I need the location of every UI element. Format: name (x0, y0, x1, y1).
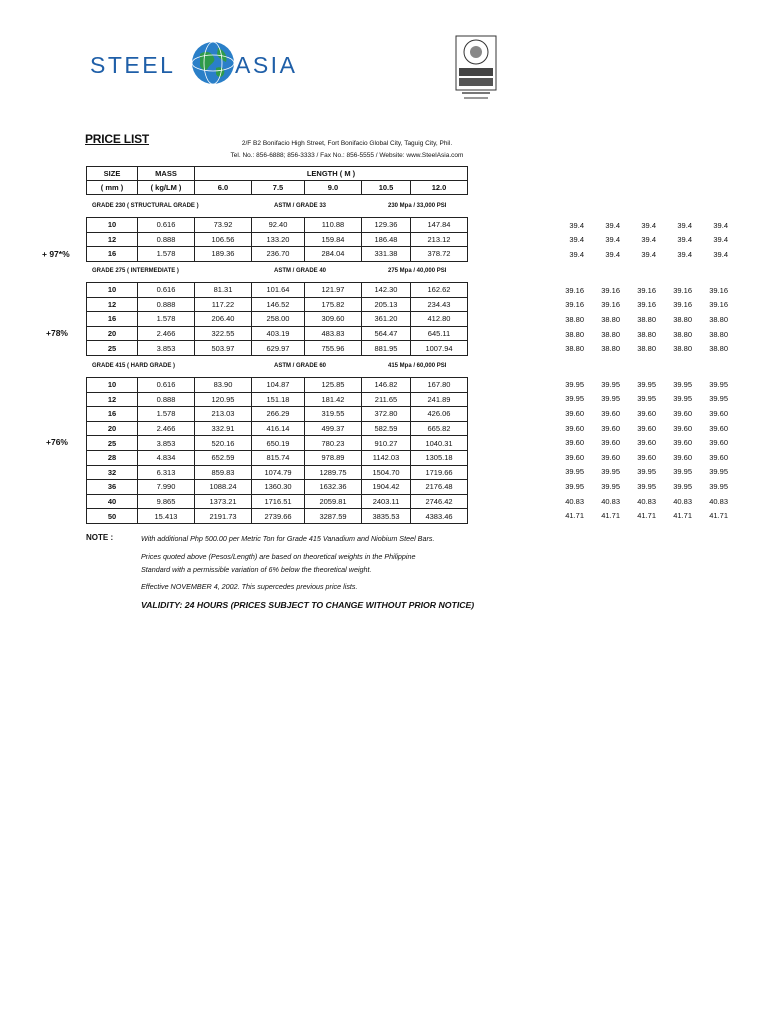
price-9m-cell: 2059.81 (305, 494, 362, 509)
price-7-5m-cell: 403.19 (252, 326, 305, 341)
price-9m-cell: 483.83 (305, 326, 362, 341)
rate-row (548, 494, 728, 509)
price-7-5m-cell: 1360.30 (252, 480, 305, 495)
grade-230-percent: + 97*% (42, 249, 70, 259)
price-6m-cell: 1088.24 (195, 480, 252, 495)
rate-cell: 39.4 (569, 220, 584, 230)
mass-cell: 7.990 (138, 480, 195, 495)
price-7-5m-cell: 416.14 (252, 421, 305, 436)
price-10-5m-cell: 1504.70 (362, 465, 411, 480)
price-7-5m-cell: 101.64 (252, 283, 305, 298)
price-12m-cell: 1719.66 (411, 465, 468, 480)
rate-cell: 38.80 (601, 344, 620, 354)
logo-text-steel: STEEL (90, 52, 176, 78)
table-row (87, 421, 468, 436)
mass-cell: 1.578 (138, 247, 195, 262)
grade-415-rate-columns (548, 377, 728, 523)
price-10-5m-cell: 142.30 (362, 283, 411, 298)
rate-cell: 40.83 (637, 496, 656, 506)
note-line-4: Effective NOVEMBER 4, 2002. This supercedes previous price lists. (141, 582, 358, 591)
price-7-5m-cell: 1074.79 (252, 465, 305, 480)
size-cell: 16 (87, 407, 138, 422)
grade-label: GRADE 275 ( INTERMEDIATE ) (92, 268, 179, 274)
mass-cell: 4.834 (138, 450, 195, 465)
price-10-5m-cell: 3835.53 (362, 509, 411, 524)
price-7-5m-cell: 629.97 (252, 341, 305, 356)
rate-cell: 39.95 (709, 467, 728, 477)
rate-cell: 39.60 (637, 423, 656, 433)
rate-cell: 39.16 (565, 300, 584, 310)
price-10-5m-cell: 361.20 (362, 312, 411, 327)
rate-cell: 39.95 (637, 394, 656, 404)
mass-cell: 0.888 (138, 297, 195, 312)
mpa-label: 230 Mpa / 33,000 PSI (388, 203, 447, 209)
price-9m-cell: 780.23 (305, 436, 362, 451)
rate-row (548, 508, 728, 523)
price-10-5m-cell: 1142.03 (362, 450, 411, 465)
rate-cell: 39.60 (709, 408, 728, 418)
mass-header: MASS (138, 167, 195, 181)
table-row (87, 297, 468, 312)
mass-cell: 0.888 (138, 232, 195, 247)
rate-cell: 39.95 (601, 481, 620, 491)
price-12m-cell: 1305.18 (411, 450, 468, 465)
price-7-5m-cell: 650.19 (252, 436, 305, 451)
price-10-5m-cell: 564.47 (362, 326, 411, 341)
price-6m-cell: 322.55 (195, 326, 252, 341)
price-7-5m-cell: 1716.51 (252, 494, 305, 509)
mass-cell: 1.578 (138, 312, 195, 327)
price-6m-cell: 213.03 (195, 407, 252, 422)
mass-cell: 1.578 (138, 407, 195, 422)
size-cell: 25 (87, 341, 138, 356)
rate-cell: 39.16 (709, 300, 728, 310)
iso-9002-certification-seal-icon (452, 34, 500, 106)
price-9m-cell: 319.55 (305, 407, 362, 422)
rate-cell: 38.80 (673, 344, 692, 354)
rate-cell: 39.95 (673, 394, 692, 404)
price-7-5m-cell: 104.87 (252, 378, 305, 393)
rate-row (548, 479, 728, 494)
price-10-5m-cell: 910.27 (362, 436, 411, 451)
rate-cell: 39.60 (673, 408, 692, 418)
rate-cell: 39.4 (605, 235, 620, 245)
price-12m-cell: 1007.94 (411, 341, 468, 356)
grade-230-rate-columns (548, 218, 728, 262)
price-12m-cell: 412.80 (411, 312, 468, 327)
rate-row (548, 341, 728, 356)
rate-row (548, 392, 728, 407)
price-10-5m-cell: 146.82 (362, 378, 411, 393)
rate-cell: 39.60 (673, 452, 692, 462)
rate-cell: 39.4 (641, 235, 656, 245)
rate-cell: 39.16 (637, 285, 656, 295)
rate-cell: 39.16 (673, 300, 692, 310)
mass-cell: 2.466 (138, 326, 195, 341)
table-row (87, 341, 468, 356)
size-cell: 12 (87, 392, 138, 407)
rate-cell: 39.60 (601, 452, 620, 462)
table-row (87, 232, 468, 247)
table-row (87, 465, 468, 480)
size-cell: 10 (87, 283, 138, 298)
rate-cell: 39.4 (605, 249, 620, 259)
length-10-5: 10.5 (362, 181, 411, 195)
price-12m-cell: 147.84 (411, 218, 468, 233)
table-row (87, 283, 468, 298)
price-6m-cell: 117.22 (195, 297, 252, 312)
table-row (87, 407, 468, 422)
rate-cell: 39.4 (713, 249, 728, 259)
price-9m-cell: 1289.75 (305, 465, 362, 480)
rate-cell: 38.80 (637, 329, 656, 339)
rate-cell: 39.16 (673, 285, 692, 295)
rate-cell: 39.60 (637, 408, 656, 418)
price-9m-cell: 159.84 (305, 232, 362, 247)
price-7-5m-cell: 133.20 (252, 232, 305, 247)
rate-cell: 39.95 (601, 394, 620, 404)
rate-cell: 39.95 (565, 481, 584, 491)
rate-cell: 38.80 (673, 314, 692, 324)
rate-cell: 40.83 (565, 496, 584, 506)
rate-cell: 39.60 (565, 423, 584, 433)
table-row (87, 247, 468, 262)
page-title: PRICE LIST (85, 132, 150, 146)
rate-cell: 39.4 (641, 249, 656, 259)
price-7-5m-cell: 146.52 (252, 297, 305, 312)
price-9m-cell: 125.85 (305, 378, 362, 393)
price-6m-cell: 120.95 (195, 392, 252, 407)
rate-cell: 39.60 (637, 452, 656, 462)
rate-cell: 38.80 (709, 344, 728, 354)
price-9m-cell: 1632.36 (305, 480, 362, 495)
size-cell: 25 (87, 436, 138, 451)
table-row (87, 480, 468, 495)
price-10-5m-cell: 582.59 (362, 421, 411, 436)
rate-cell: 38.80 (709, 314, 728, 324)
price-6m-cell: 652.59 (195, 450, 252, 465)
rate-row (548, 247, 728, 262)
price-7-5m-cell: 236.70 (252, 247, 305, 262)
length-9: 9.0 (305, 181, 362, 195)
price-10-5m-cell: 129.36 (362, 218, 411, 233)
size-cell: 16 (87, 247, 138, 262)
rate-cell: 39.60 (601, 423, 620, 433)
price-6m-cell: 859.83 (195, 465, 252, 480)
rate-cell: 40.83 (709, 496, 728, 506)
price-12m-cell: 234.43 (411, 297, 468, 312)
price-10-5m-cell: 205.13 (362, 297, 411, 312)
size-cell: 36 (87, 480, 138, 495)
rate-cell: 39.95 (673, 467, 692, 477)
grade-275-rate-columns (548, 283, 728, 356)
rate-row (548, 435, 728, 450)
price-10-5m-cell: 331.38 (362, 247, 411, 262)
note-line-3: Standard with a permissible variation of 6% below the theoretical weight. (141, 565, 372, 574)
price-12m-cell: 213.12 (411, 232, 468, 247)
rate-cell: 39.95 (565, 467, 584, 477)
rate-cell: 39.95 (709, 379, 728, 389)
rate-cell: 41.71 (673, 511, 692, 521)
price-12m-cell: 2746.42 (411, 494, 468, 509)
contact-line: Tel. No.: 856-6888; 856-3333 / Fax No.: 856-5555 / Website: www.SteelAsia.com (230, 152, 464, 159)
rate-cell: 39.16 (565, 285, 584, 295)
rate-cell: 39.60 (709, 423, 728, 433)
grade-275-table (86, 282, 468, 356)
rate-row (548, 465, 728, 480)
table-header (86, 166, 468, 195)
price-12m-cell: 665.82 (411, 421, 468, 436)
size-cell: 28 (87, 450, 138, 465)
price-9m-cell: 284.04 (305, 247, 362, 262)
table-row (87, 378, 468, 393)
rate-cell: 39.95 (709, 481, 728, 491)
rate-cell: 41.71 (601, 511, 620, 521)
mass-cell: 2.466 (138, 421, 195, 436)
mass-cell: 6.313 (138, 465, 195, 480)
rate-cell: 39.60 (673, 438, 692, 448)
rate-cell: 38.80 (637, 344, 656, 354)
rate-cell: 40.83 (673, 496, 692, 506)
size-cell: 10 (87, 378, 138, 393)
table-row (87, 436, 468, 451)
rate-cell: 39.4 (677, 235, 692, 245)
rate-row (548, 450, 728, 465)
price-12m-cell: 167.80 (411, 378, 468, 393)
rate-cell: 38.80 (637, 314, 656, 324)
table-row (87, 326, 468, 341)
table-row (87, 392, 468, 407)
rate-cell: 39.60 (673, 423, 692, 433)
price-6m-cell: 106.56 (195, 232, 252, 247)
rate-cell: 41.71 (709, 511, 728, 521)
astm-label: ASTM / GRADE 60 (274, 363, 327, 369)
price-12m-cell: 378.72 (411, 247, 468, 262)
price-9m-cell: 309.60 (305, 312, 362, 327)
price-10-5m-cell: 372.80 (362, 407, 411, 422)
rate-row (548, 377, 728, 392)
price-12m-cell: 241.89 (411, 392, 468, 407)
price-9m-cell: 499.37 (305, 421, 362, 436)
rate-row (548, 233, 728, 248)
company-address-block (212, 138, 482, 162)
price-10-5m-cell: 211.65 (362, 392, 411, 407)
table-row (87, 312, 468, 327)
rate-cell: 39.16 (637, 300, 656, 310)
globe-logo-icon (190, 40, 236, 86)
size-cell: 32 (87, 465, 138, 480)
mpa-label: 415 Mpa / 60,000 PSI (388, 363, 447, 369)
astm-label: ASTM / GRADE 40 (274, 268, 327, 274)
rate-cell: 39.95 (673, 379, 692, 389)
rate-cell: 39.4 (713, 220, 728, 230)
price-12m-cell: 645.11 (411, 326, 468, 341)
size-cell: 16 (87, 312, 138, 327)
note-line-1: With additional Php 500.00 per Metric Ton for Grade 415 Vanadium and Niobium Steel Bars. (141, 534, 435, 543)
rate-cell: 38.80 (565, 329, 584, 339)
price-9m-cell: 121.97 (305, 283, 362, 298)
rate-cell: 39.4 (641, 220, 656, 230)
size-cell: 40 (87, 494, 138, 509)
rate-cell: 38.80 (601, 329, 620, 339)
size-cell: 50 (87, 509, 138, 524)
price-6m-cell: 332.91 (195, 421, 252, 436)
rate-row (548, 298, 728, 313)
rate-row (548, 327, 728, 342)
price-10-5m-cell: 186.48 (362, 232, 411, 247)
table-row (87, 218, 468, 233)
rate-row (548, 312, 728, 327)
rate-cell: 39.60 (565, 452, 584, 462)
size-cell: 12 (87, 232, 138, 247)
price-12m-cell: 2176.48 (411, 480, 468, 495)
rate-cell: 41.71 (565, 511, 584, 521)
length-6: 6.0 (195, 181, 252, 195)
length-7-5: 7.5 (252, 181, 305, 195)
rate-cell: 39.60 (601, 438, 620, 448)
price-12m-cell: 1040.31 (411, 436, 468, 451)
validity-notice: VALIDITY: 24 HOURS (PRICES SUBJECT TO CHANGE WITHOUT PRIOR NOTICE) (141, 600, 475, 610)
rate-cell: 39.4 (605, 220, 620, 230)
price-6m-cell: 520.16 (195, 436, 252, 451)
rate-cell: 39.95 (565, 379, 584, 389)
table-row (87, 494, 468, 509)
rate-row (548, 218, 728, 233)
mass-cell: 3.853 (138, 436, 195, 451)
note-label: NOTE : (86, 533, 114, 542)
rate-cell: 41.71 (637, 511, 656, 521)
rate-cell: 39.95 (601, 467, 620, 477)
price-7-5m-cell: 2739.66 (252, 509, 305, 524)
table-row (87, 509, 468, 524)
price-7-5m-cell: 151.18 (252, 392, 305, 407)
rate-cell: 38.80 (601, 314, 620, 324)
rate-cell: 39.60 (709, 438, 728, 448)
price-6m-cell: 83.90 (195, 378, 252, 393)
rate-cell: 39.4 (677, 220, 692, 230)
mass-unit: ( kg/LM ) (138, 181, 195, 195)
mass-cell: 15.413 (138, 509, 195, 524)
price-9m-cell: 978.89 (305, 450, 362, 465)
mass-cell: 9.865 (138, 494, 195, 509)
price-7-5m-cell: 266.29 (252, 407, 305, 422)
price-6m-cell: 189.36 (195, 247, 252, 262)
rate-cell: 40.83 (601, 496, 620, 506)
grade-415-percent: +76% (46, 437, 68, 447)
rate-cell: 39.16 (601, 285, 620, 295)
rate-cell: 39.16 (601, 300, 620, 310)
length-header: LENGTH ( M ) (195, 167, 468, 181)
size-header: SIZE (87, 167, 138, 181)
size-unit: ( mm ) (87, 181, 138, 195)
grade-415-table (86, 377, 468, 524)
price-7-5m-cell: 815.74 (252, 450, 305, 465)
rate-cell: 38.80 (565, 344, 584, 354)
size-cell: 12 (87, 297, 138, 312)
mass-cell: 0.616 (138, 378, 195, 393)
price-6m-cell: 73.92 (195, 218, 252, 233)
price-10-5m-cell: 1904.42 (362, 480, 411, 495)
size-cell: 20 (87, 421, 138, 436)
price-6m-cell: 503.97 (195, 341, 252, 356)
address-line: 2/F B2 Bonifacio High Street, Fort Bonifacio Global City, Taguig City, Phil. (241, 140, 453, 147)
price-6m-cell: 81.31 (195, 283, 252, 298)
price-6m-cell: 2191.73 (195, 509, 252, 524)
rate-cell: 39.95 (637, 467, 656, 477)
price-9m-cell: 755.96 (305, 341, 362, 356)
mass-cell: 0.616 (138, 218, 195, 233)
rate-row (548, 406, 728, 421)
astm-label: ASTM / GRADE 33 (274, 203, 327, 209)
price-10-5m-cell: 2403.11 (362, 494, 411, 509)
grade-230-table (86, 217, 468, 262)
price-6m-cell: 206.40 (195, 312, 252, 327)
mass-cell: 0.616 (138, 283, 195, 298)
price-6m-cell: 1373.21 (195, 494, 252, 509)
price-9m-cell: 110.88 (305, 218, 362, 233)
grade-275-percent: +78% (46, 328, 68, 338)
size-cell: 20 (87, 326, 138, 341)
price-12m-cell: 4383.46 (411, 509, 468, 524)
rate-cell: 39.4 (677, 249, 692, 259)
rate-cell: 39.60 (637, 438, 656, 448)
table-row (87, 450, 468, 465)
rate-cell: 39.95 (637, 379, 656, 389)
grade-label: GRADE 415 ( HARD GRADE ) (92, 363, 176, 369)
size-cell: 10 (87, 218, 138, 233)
price-10-5m-cell: 881.95 (362, 341, 411, 356)
rate-cell: 38.80 (709, 329, 728, 339)
note-line-2: Prices quoted above (Pesos/Length) are based on theoretical weights in the Philippine (141, 552, 416, 561)
price-9m-cell: 3287.59 (305, 509, 362, 524)
rate-row (548, 283, 728, 298)
mass-cell: 3.853 (138, 341, 195, 356)
rate-cell: 39.95 (709, 394, 728, 404)
rate-cell: 39.60 (565, 438, 584, 448)
price-7-5m-cell: 258.00 (252, 312, 305, 327)
rate-cell: 39.95 (565, 394, 584, 404)
mpa-label: 275 Mpa / 40,000 PSI (388, 268, 447, 274)
rate-cell: 39.60 (601, 408, 620, 418)
rate-cell: 39.16 (709, 285, 728, 295)
price-12m-cell: 426.06 (411, 407, 468, 422)
mass-cell: 0.888 (138, 392, 195, 407)
grade-label: GRADE 230 ( STRUCTURAL GRADE ) (92, 203, 199, 209)
rate-cell: 39.4 (569, 249, 584, 259)
length-12: 12.0 (411, 181, 468, 195)
rate-cell: 39.60 (565, 408, 584, 418)
rate-cell: 39.4 (569, 235, 584, 245)
rate-cell: 39.95 (637, 481, 656, 491)
rate-row (548, 421, 728, 436)
price-7-5m-cell: 92.40 (252, 218, 305, 233)
rate-cell: 38.80 (673, 329, 692, 339)
price-12m-cell: 162.62 (411, 283, 468, 298)
rate-cell: 38.80 (565, 314, 584, 324)
price-9m-cell: 181.42 (305, 392, 362, 407)
rate-cell: 39.4 (713, 235, 728, 245)
rate-cell: 39.95 (673, 481, 692, 491)
logo-text-asia: ASIA (235, 52, 298, 78)
rate-cell: 39.95 (601, 379, 620, 389)
price-9m-cell: 175.82 (305, 297, 362, 312)
rate-cell: 39.60 (709, 452, 728, 462)
